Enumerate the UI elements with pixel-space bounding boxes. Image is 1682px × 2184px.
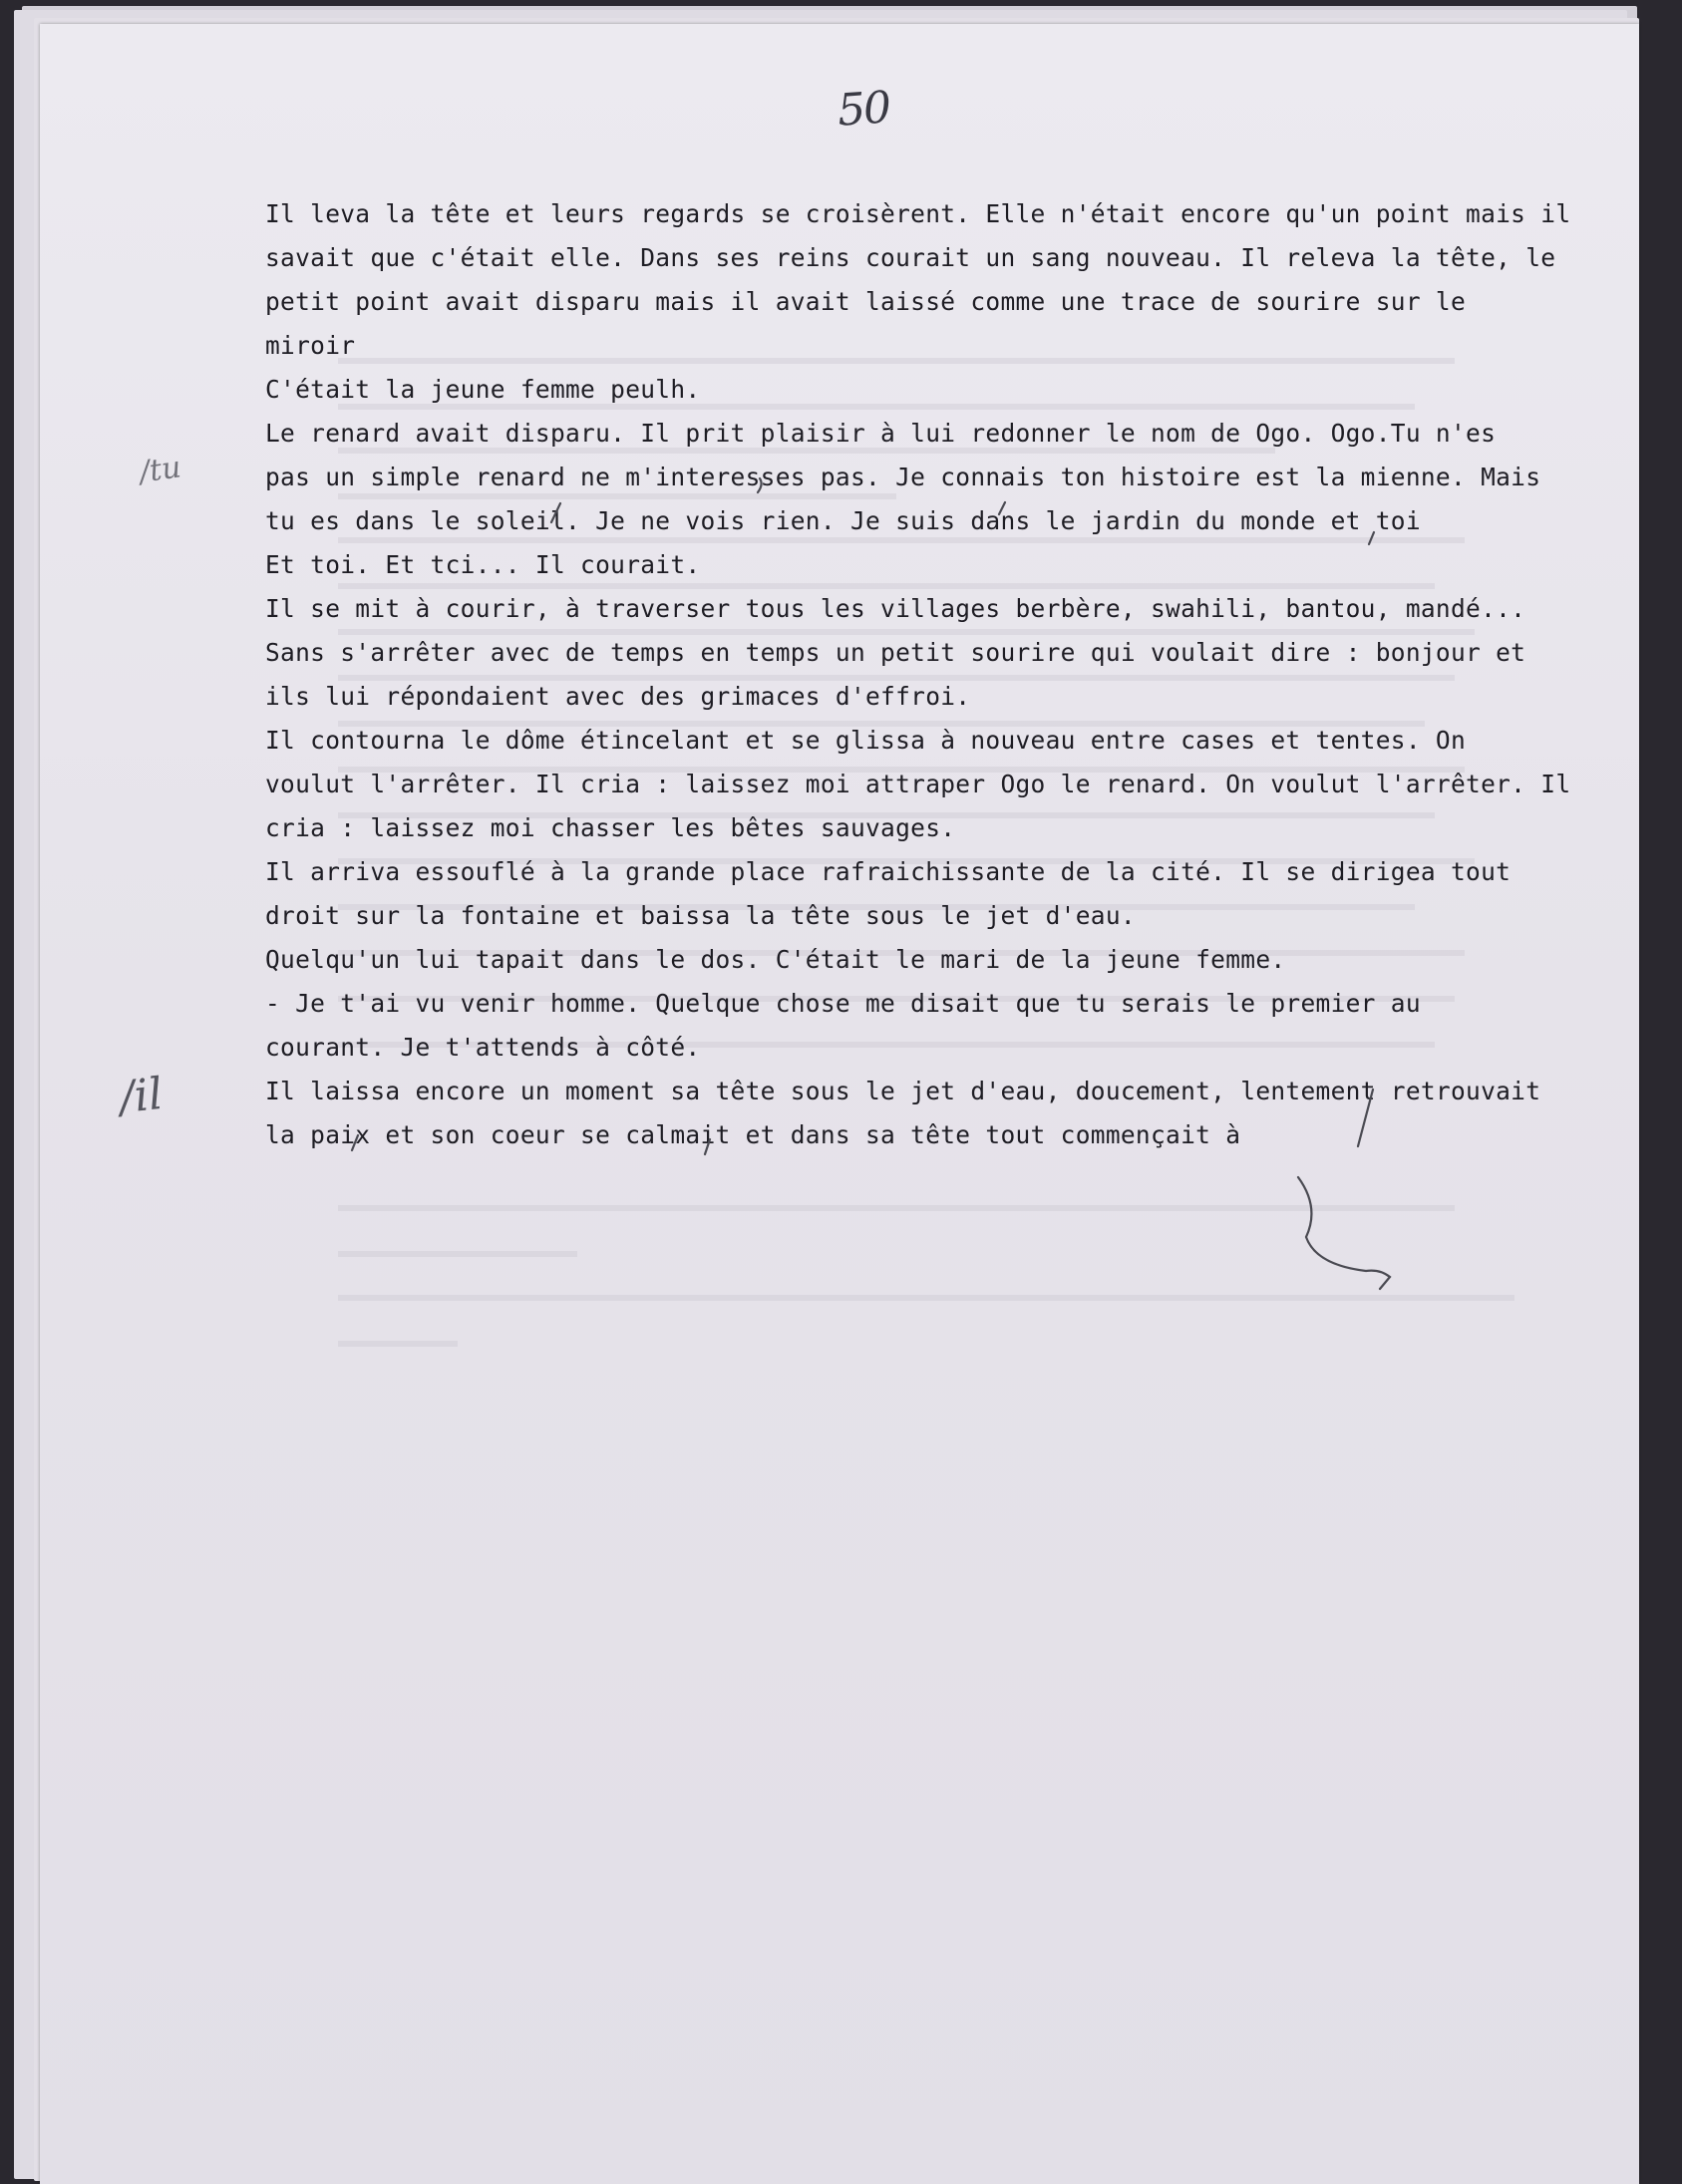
text-line: C'était la jeune femme peulh. <box>265 375 701 404</box>
text-line: ils lui répondaient avec des grimaces d'effroi. <box>265 682 971 711</box>
text-line: Il leva la tête et leurs regards se croisèrent. Elle n'était encore qu'un point mais il <box>265 199 1571 228</box>
text-line: - Je t'ai vu venir homme. Quelque chose me disait que tu serais le premier au <box>265 989 1421 1018</box>
text-line: droit sur la fontaine et baissa la tête sous le jet d'eau. <box>265 901 1136 930</box>
text-line: Et toi. Et tci... Il courait. <box>265 550 701 579</box>
text-line: Il laissa encore un moment sa tête sous le jet d'eau, doucement, lentement retrouvait <box>265 1077 1541 1105</box>
text-line: Quelqu'un lui tapait dans le dos. C'était le mari de la jeune femme. <box>265 945 1286 974</box>
text-line: la paix et son coeur se calmait et dans sa tête tout commençait à <box>265 1120 1241 1149</box>
text-line: Le renard avait disparu. Il prit plaisir à lui redonner le nom de Ogo. Ogo.Tu n'es <box>265 419 1497 448</box>
text-line: savait que c'était elle. Dans ses reins courait un sang nouveau. Il releva la tête, le <box>265 243 1556 272</box>
text-line: cria : laissez moi chasser les bêtes sauvages. <box>265 813 956 842</box>
text-line: voulut l'arrêter. Il cria : laissez moi attraper Ogo le renard. On voulut l'arrêter. Il <box>265 770 1571 798</box>
show-through-lower <box>259 1170 1456 1330</box>
text-line: miroir <box>265 331 356 360</box>
text-line: Sans s'arrêter avec de temps en temps un petit sourire qui voulait dire : bonjour et <box>265 638 1526 667</box>
page-number: 50 <box>836 82 891 137</box>
typed-page <box>40 24 1639 2184</box>
text-line: Il se mit à courir, à traverser tous les villages berbère, swahili, bantou, mandé... <box>265 594 1526 623</box>
text-line: petit point avait disparu mais il avait laissé comme une trace de sourire sur le <box>265 287 1467 316</box>
text-line: courant. Je t'attends à côté. <box>265 1033 701 1062</box>
text-line: Il arriva essouflé à la grande place rafraichissante de la cité. Il se dirigea tout <box>265 857 1512 886</box>
margin-note-tu: /tu <box>137 450 183 490</box>
text-line: pas un simple renard ne m'interesses pas. Je connais ton histoire est la mienne. Mais <box>265 463 1541 491</box>
show-through-lines <box>338 1195 1534 1355</box>
margin-note-il: /il <box>117 1068 166 1124</box>
text-line: tu es dans le soleil. Je ne vois rien. Je suis dans le jardin du monde et toi <box>265 506 1421 535</box>
text-line: Il contourna le dôme étincelant et se glissa à nouveau entre cases et tentes. On <box>265 726 1467 755</box>
